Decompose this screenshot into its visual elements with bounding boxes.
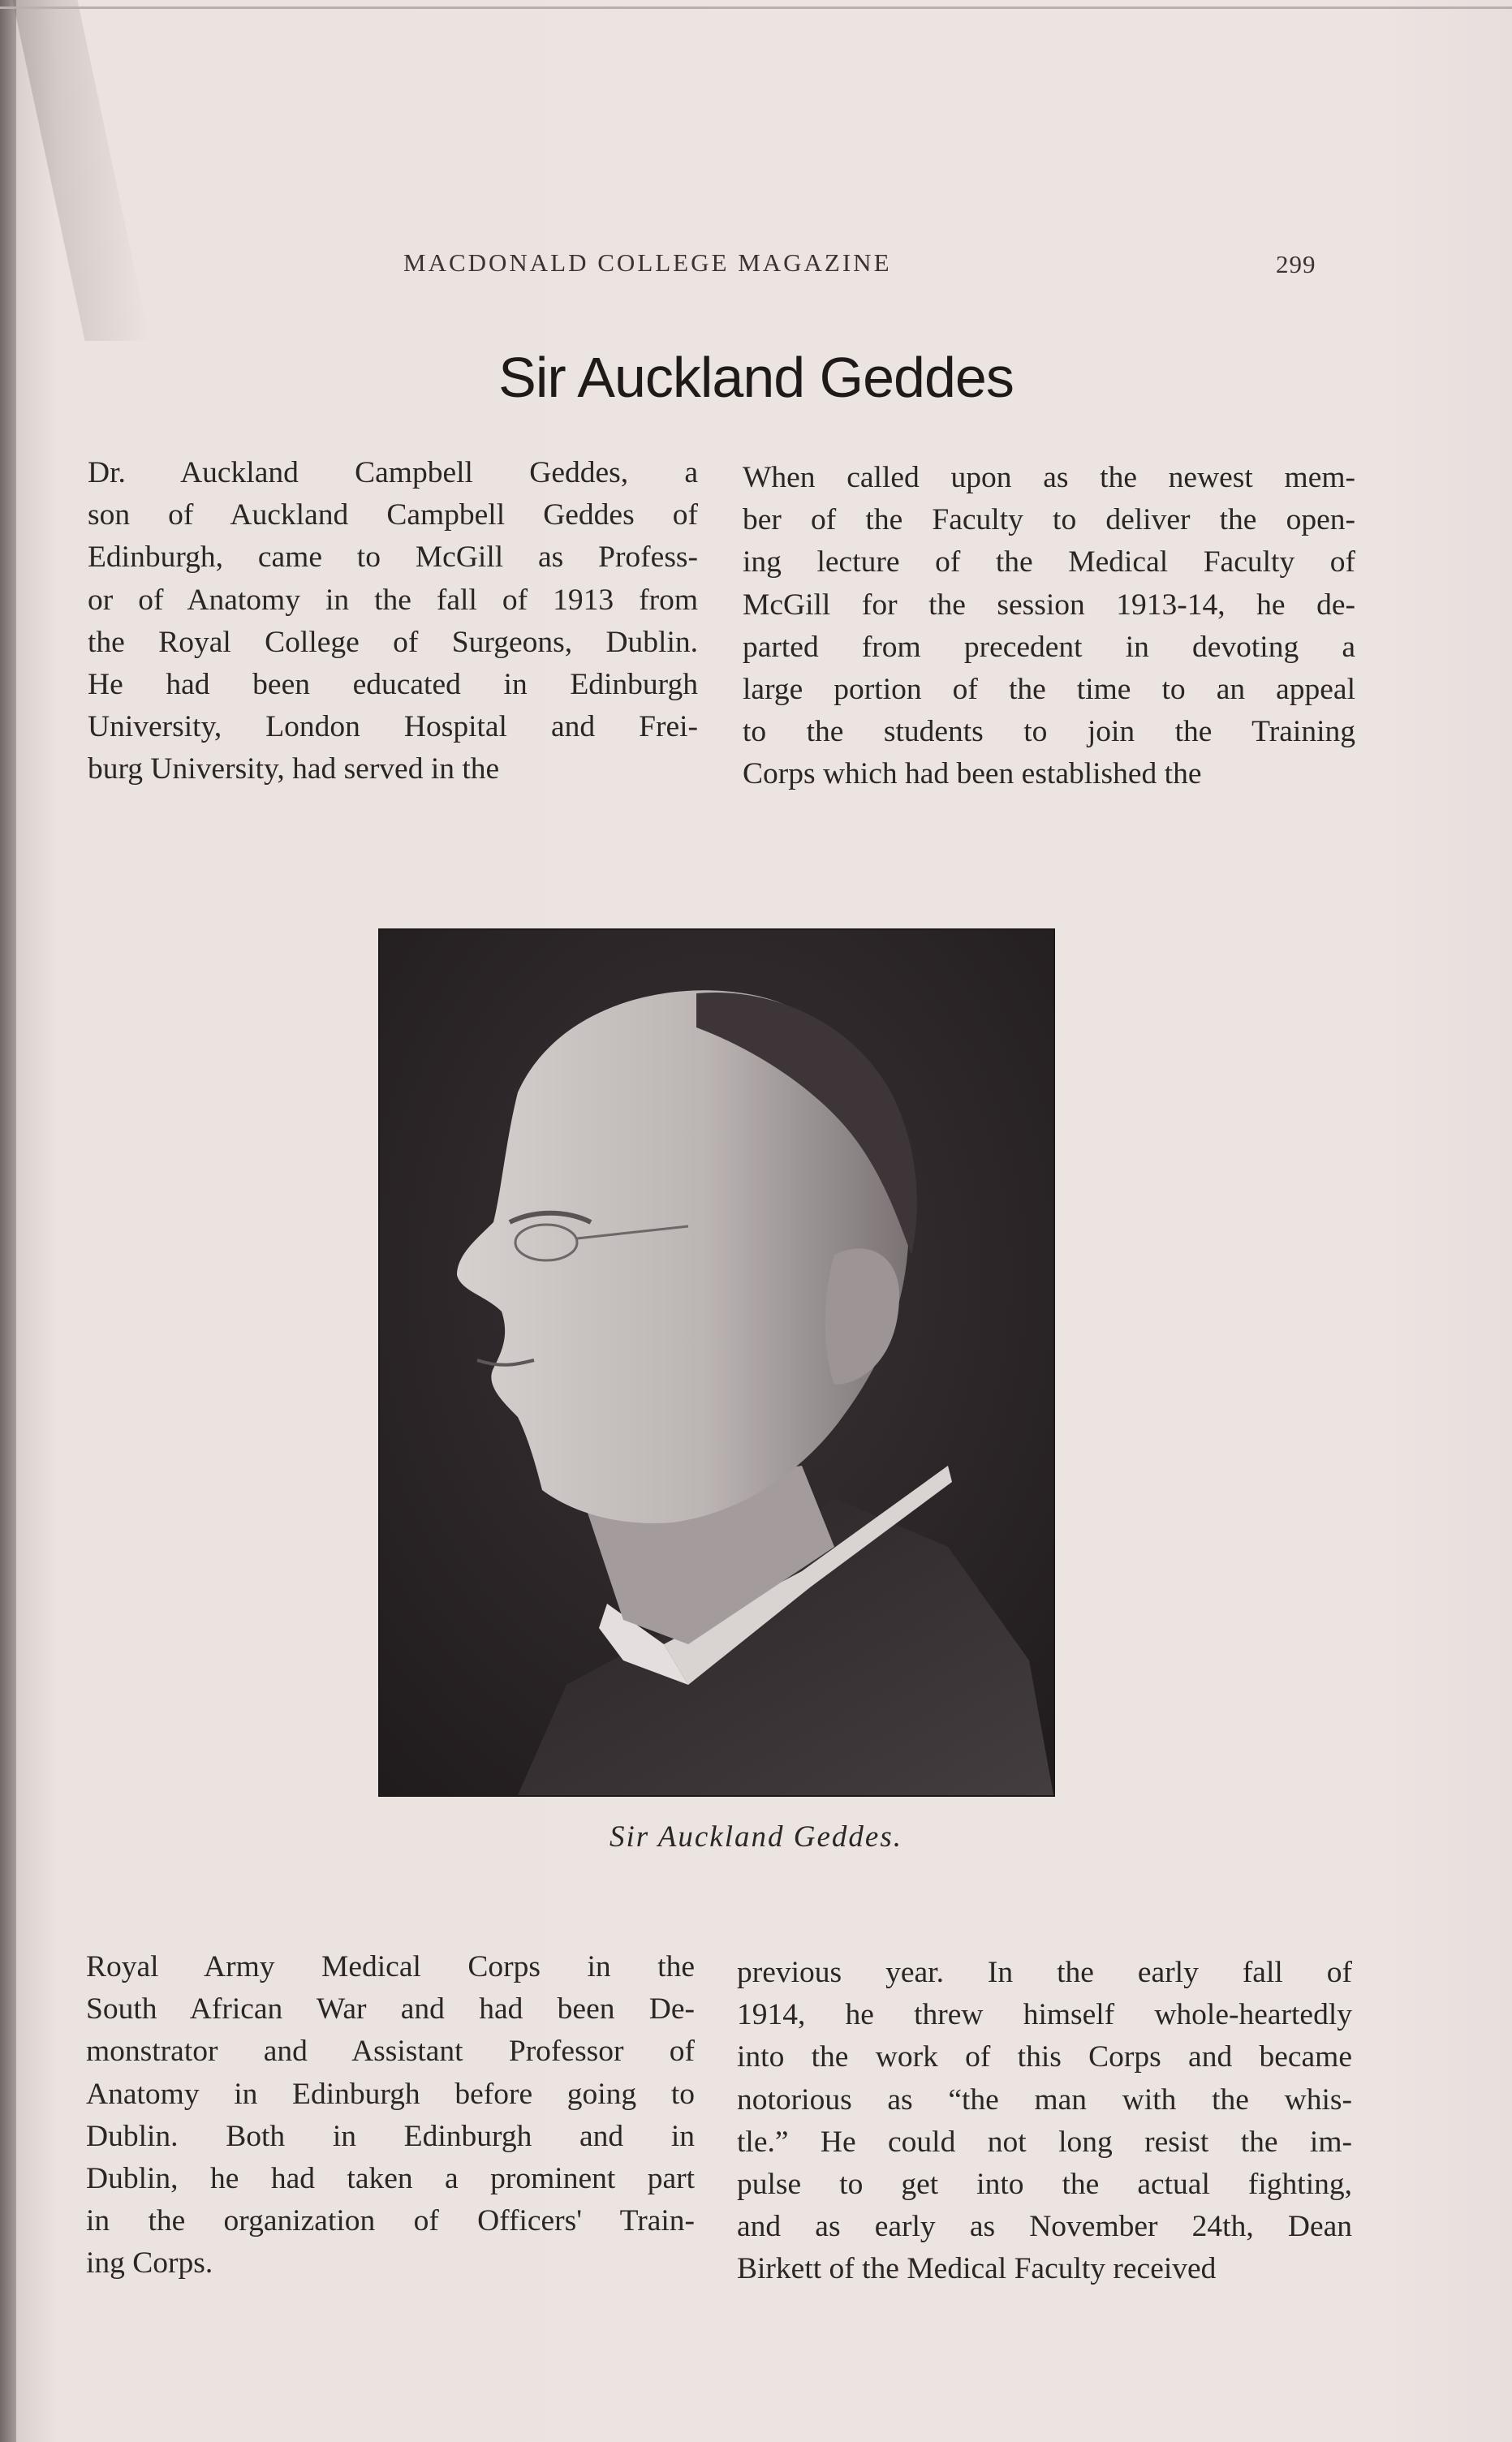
text-line: the Royal College of Surgeons, Dublin. <box>88 625 698 659</box>
column-top-right <box>743 457 1355 796</box>
text-line: Corps which had been established the <box>743 757 1202 791</box>
text-line: and as early as November 24th, Dean <box>737 2210 1352 2244</box>
text-line: ing lecture of the Medical Faculty of <box>743 545 1355 579</box>
text-line: large portion of the time to an appeal <box>743 672 1355 706</box>
text-line: to the students to join the Training <box>743 715 1355 749</box>
page-number: 299 <box>1276 250 1316 278</box>
text-line: When called upon as the newest mem- <box>743 461 1355 494</box>
text-line: McGill for the session 1913-14, he de- <box>743 588 1355 622</box>
page-fold-shadow <box>12 0 149 341</box>
text-line: tle.” He could not long resist the im- <box>737 2125 1352 2159</box>
text-line: pulse to get into the actual fighting, <box>737 2167 1352 2201</box>
text-line: burg University, had served in the <box>88 752 500 786</box>
text-line: notorious as “the man with the whis- <box>737 2082 1352 2117</box>
article-title: Sir Auckland Geddes <box>498 346 1014 409</box>
text-line: Dublin, he had taken a prominent part <box>86 2161 695 2195</box>
text-line: Dublin. Both in Edinburgh and in <box>86 2119 695 2153</box>
text-line: into the work of this Corps and became <box>737 2040 1352 2074</box>
text-line: Dr. Auckland Campbell Geddes, a <box>88 456 698 489</box>
text-line: in the organization of Officers' Train- <box>86 2204 695 2238</box>
text-line: parted from precedent in devoting a <box>743 630 1355 664</box>
text-line: or of Anatomy in the fall of 1913 from <box>88 583 698 617</box>
text-line: 1914, he threw himself whole-heartedly <box>737 1998 1352 2032</box>
text-line: son of Auckland Campbell Geddes of <box>88 498 698 532</box>
magazine-name: MACDONALD COLLEGE MAGAZINE <box>403 248 892 277</box>
text-line: Anatomy in Edinburgh before going to <box>86 2077 695 2111</box>
top-edge <box>0 6 1512 9</box>
text-line: ing Corps. <box>86 2246 213 2280</box>
text-line: Edinburgh, came to McGill as Profess- <box>88 541 698 575</box>
text-line: South African War and had been De- <box>86 1992 695 2026</box>
running-header <box>0 248 1512 281</box>
text-line: previous year. In the early fall of <box>737 1956 1352 1989</box>
photo-caption: Sir Auckland Geddes. <box>610 1820 902 1854</box>
text-line: Royal Army Medical Corps in the <box>86 1950 695 1983</box>
column-top-left <box>88 452 698 791</box>
column-bottom-left <box>86 1946 695 2285</box>
text-line: monstrator and Assistant Professor of <box>86 2035 695 2069</box>
text-line: Birkett of the Medical Faculty received <box>737 2252 1217 2286</box>
text-line: He had been educated in Edinburgh <box>88 667 698 701</box>
column-bottom-right <box>737 1952 1352 2291</box>
text-line: University, London Hospital and Frei- <box>88 710 698 744</box>
text-line: ber of the Faculty to deliver the open- <box>743 503 1355 537</box>
portrait-photo <box>378 928 1055 1797</box>
